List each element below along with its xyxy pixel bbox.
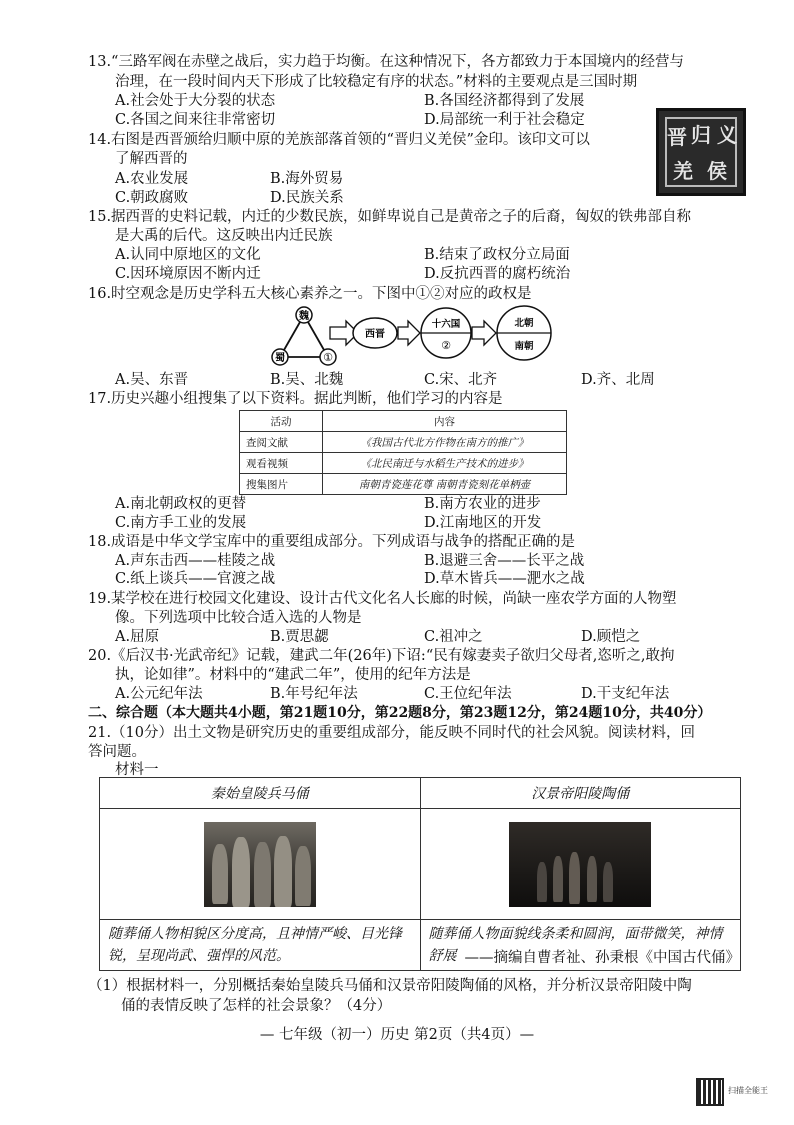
q13-stem-line2: 治理，在一段时间内天下形成了比较稳定有序的状态。”材料的主要观点是三国时期	[115, 74, 638, 90]
terracotta-warriors-photo	[204, 822, 316, 907]
yangling-figurines-photo	[509, 822, 651, 907]
q18-stem-line1: 18.成语是中华文学宝库中的重要组成部分。下列成语与战争的搭配正确的是	[88, 534, 576, 550]
q20-option-c[interactable]: C.王位纪年法	[424, 686, 512, 702]
q16-option-d[interactable]: D.齐、北周	[581, 372, 655, 388]
table-row	[240, 453, 567, 474]
q13-option-c[interactable]: C.各国之间来往非常密切	[115, 112, 276, 128]
q21-sub1-line2: 俑的表情反映了怎样的社会景象？（4分）	[121, 998, 392, 1014]
node-xijin-label: 西晋	[365, 329, 385, 340]
table-cell-activity: 观看视频	[240, 453, 323, 474]
table-cell-content: 《我国古代北方作物在南方的推广》	[323, 432, 567, 453]
table-header-content: 内容	[323, 411, 567, 432]
node-shiliuguo-label: 十六国	[431, 319, 461, 330]
node-nanchao-label: 南朝	[514, 341, 534, 352]
q17-option-c[interactable]: C.南方手工业的发展	[115, 515, 247, 531]
q17-stem-line1: 17.历史兴趣小组搜集了以下资料。据此判断，他们学习的内容是	[88, 391, 503, 407]
q19-stem-line2: 像。下列选项中比较合适入选的人物是	[115, 610, 362, 626]
q14-option-a[interactable]: A.农业发展	[115, 171, 189, 187]
q20-option-a[interactable]: A.公元纪年法	[115, 686, 203, 702]
q19-stem-line1: 19.某学校在进行校园文化建设、设计古代文化名人长廊的时候，尚缺一座农学方面的人物塑	[88, 591, 677, 607]
q20-option-d[interactable]: D.干支纪年法	[581, 686, 670, 702]
q15-stem-line1: 15.据西晋的史料记载，内迁的少数民族，如鲜卑说自己是黄帝之子的后裔，匈奴的铁弗部自称	[88, 209, 692, 225]
material-col2-desc: 随葬俑人物面貌线条柔和圆润，面带微笑，神情舒展	[420, 920, 741, 971]
table-cell-content: 南朝青瓷莲花尊 南朝青瓷刻花单柄壶	[323, 474, 567, 495]
seal-char-3: 义	[717, 123, 737, 147]
yangling-figurines-photo-cell	[420, 809, 741, 920]
page-footer: — 七年级（初一）历史 第2页（共4页）—	[259, 1027, 535, 1043]
section-2-heading: 二、综合题（本大题共4小题，第21题10分，第22题8分，第23题12分，第24题10分，共40分）	[88, 705, 712, 721]
table-row	[240, 432, 567, 453]
q18-option-b[interactable]: B.退避三舍——长平之战	[424, 553, 585, 569]
seal-char-4: 羌	[673, 159, 693, 183]
q21-stem-line1: 21.（10分）出土文物是研究历史的重要组成部分，能反映不同时代的社会风貌。阅读材料，回	[88, 725, 696, 741]
q13-option-a[interactable]: A.社会处于大分裂的状态	[115, 93, 276, 109]
qr-code-icon	[696, 1078, 724, 1106]
gold-seal-image	[656, 108, 746, 196]
arrow-3	[472, 321, 496, 345]
q13-stem-line1: 13.“三路军阀在赤壁之战后，实力趋于均衡。在这种情况下，各方都致力于本国境内的经营与	[88, 54, 684, 70]
q17-option-a[interactable]: A.南北朝政权的更替	[115, 496, 247, 512]
node-2-label: ②	[441, 339, 451, 352]
q20-option-b[interactable]: B.年号纪年法	[270, 686, 358, 702]
table-cell-content: 《北民南迁与水稻生产技术的进步》	[323, 453, 567, 474]
node-1-label: ①	[323, 351, 333, 364]
q19-option-b[interactable]: B.贾思勰	[270, 629, 329, 645]
q17-option-d[interactable]: D.江南地区的开发	[424, 515, 542, 531]
material-col2-title: 汉景帝阳陵陶俑	[420, 778, 741, 809]
table-row	[240, 474, 567, 495]
seal-char-2: 归	[691, 123, 711, 147]
seal-char-1: 晋	[667, 125, 687, 149]
material-col1-title: 秦始皇陵兵马俑	[100, 778, 421, 809]
q15-option-b[interactable]: B.结束了政权分立局面	[424, 247, 570, 263]
q18-option-a[interactable]: A.声东击西——桂陵之战	[115, 553, 276, 569]
q17-materials-table	[239, 410, 567, 495]
material-col1-desc: 随葬俑人物相貌区分度高，且神情严峻、目光锋锐，呈现尚武、强悍的风范。	[100, 920, 421, 971]
q18-option-c[interactable]: C.纸上谈兵——官渡之战	[115, 571, 276, 587]
material-source: ——摘编自曹者祉、孙秉根《中国古代俑》	[464, 950, 740, 966]
q14-option-b[interactable]: B.海外贸易	[270, 171, 344, 187]
q16-option-a[interactable]: A.吴、东晋	[115, 372, 189, 388]
scanner-watermark: 扫描全能王	[728, 1086, 768, 1095]
dynasty-timeline-diagram	[260, 305, 560, 375]
q14-option-d[interactable]: D.民族关系	[270, 190, 344, 206]
q13-option-b[interactable]: B.各国经济都得到了发展	[424, 93, 585, 109]
q16-option-c[interactable]: C.宋、北齐	[424, 372, 498, 388]
node-shu-label: 蜀	[275, 353, 285, 364]
q21-sub1-line1: （1）根据材料一，分别概括秦始皇陵兵马俑和汉景帝阳陵陶俑的风格，并分析汉景帝阳陵中陶	[88, 978, 692, 994]
q14-stem-line2: 了解西晋的	[115, 151, 188, 167]
q20-stem-line1: 20.《后汉书·光武帝纪》记载，建武二年(26年)下诏:“民有嫁妻卖子欲归父母者,恣听之,敢拘	[88, 648, 675, 664]
q18-option-d[interactable]: D.草木皆兵——淝水之战	[424, 571, 585, 587]
terracotta-warriors-photo-cell	[100, 809, 421, 920]
q16-option-b[interactable]: B.吴、北魏	[270, 372, 344, 388]
seal-char-5: 侯	[707, 159, 727, 183]
material-1-table	[99, 777, 741, 971]
q19-option-c[interactable]: C.祖冲之	[424, 629, 483, 645]
q13-option-d[interactable]: D.局部统一利于社会稳定	[424, 112, 585, 128]
arrow-2	[398, 321, 420, 345]
q15-option-a[interactable]: A.认同中原地区的文化	[115, 247, 261, 263]
node-wei-label: 魏	[299, 311, 309, 322]
material-1-label: 材料一	[115, 762, 159, 778]
q15-option-d[interactable]: D.反抗西晋的腐朽统治	[424, 266, 571, 282]
q15-stem-line2: 是大禹的后代。这反映出内迁民族	[115, 228, 333, 244]
q19-option-a[interactable]: A.屈原	[115, 629, 160, 645]
q20-stem-line2: 执，论如律”。材料中的“建武二年”，使用的纪年方法是	[115, 667, 471, 683]
node-beichao-label: 北朝	[514, 318, 534, 329]
q19-option-d[interactable]: D.顾恺之	[581, 629, 641, 645]
q14-option-c[interactable]: C.朝政腐败	[115, 190, 189, 206]
table-header-activity: 活动	[240, 411, 323, 432]
q14-stem-line1: 14.右图是西晋颁给归顺中原的羌族部落首领的“晋归义羌侯”金印。该印文可以	[88, 132, 590, 148]
q16-stem-line1: 16.时空观念是历史学科五大核心素养之一。下图中①②对应的政权是	[88, 286, 532, 302]
table-cell-activity: 查阅文献	[240, 432, 323, 453]
q17-option-b[interactable]: B.南方农业的进步	[424, 496, 541, 512]
q15-option-c[interactable]: C.因环境原因不断内迁	[115, 266, 261, 282]
q21-stem-line2: 答问题。	[88, 744, 146, 760]
table-cell-activity: 搜集图片	[240, 474, 323, 495]
